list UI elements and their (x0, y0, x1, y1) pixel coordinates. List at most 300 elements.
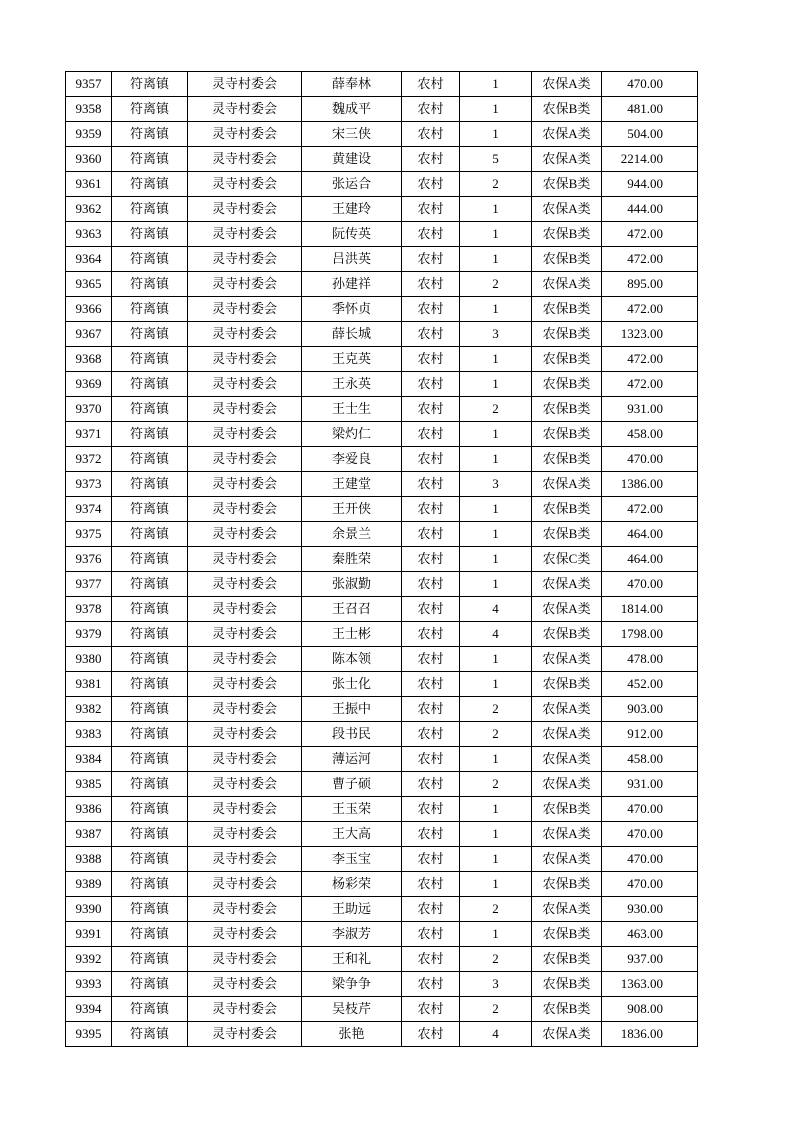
cell-id: 9382 (66, 697, 112, 722)
cell-insurance: 农保A类 (532, 847, 602, 872)
cell-insurance: 农保A类 (532, 772, 602, 797)
cell-type: 农村 (402, 97, 460, 122)
table-row (66, 997, 698, 1022)
cell-insurance: 农保B类 (532, 972, 602, 997)
cell-type: 农村 (402, 222, 460, 247)
cell-amount: 1798.00 (602, 622, 698, 647)
cell-amount: 1323.00 (602, 322, 698, 347)
table-row (66, 597, 698, 622)
cell-town: 符离镇 (112, 697, 188, 722)
cell-type: 农村 (402, 997, 460, 1022)
cell-count: 1 (460, 572, 532, 597)
cell-amount: 463.00 (602, 922, 698, 947)
cell-village: 灵寺村委会 (188, 747, 302, 772)
cell-insurance: 农保B类 (532, 447, 602, 472)
cell-count: 2 (460, 172, 532, 197)
table-row (66, 622, 698, 647)
cell-type: 农村 (402, 897, 460, 922)
cell-type: 农村 (402, 172, 460, 197)
cell-count: 1 (460, 372, 532, 397)
table-row (66, 572, 698, 597)
cell-insurance: 农保B类 (532, 247, 602, 272)
cell-town: 符离镇 (112, 172, 188, 197)
cell-id: 9362 (66, 197, 112, 222)
cell-count: 1 (460, 122, 532, 147)
cell-name: 张淑勤 (302, 572, 402, 597)
cell-id: 9361 (66, 172, 112, 197)
cell-type: 农村 (402, 697, 460, 722)
table-row (66, 497, 698, 522)
cell-town: 符离镇 (112, 647, 188, 672)
cell-insurance: 农保A类 (532, 597, 602, 622)
table-row (66, 697, 698, 722)
cell-village: 灵寺村委会 (188, 597, 302, 622)
table-row (66, 797, 698, 822)
cell-id: 9384 (66, 747, 112, 772)
cell-id: 9364 (66, 247, 112, 272)
cell-id: 9392 (66, 947, 112, 972)
cell-village: 灵寺村委会 (188, 522, 302, 547)
cell-insurance: 农保B类 (532, 522, 602, 547)
cell-amount: 470.00 (602, 447, 698, 472)
cell-type: 农村 (402, 572, 460, 597)
cell-town: 符离镇 (112, 622, 188, 647)
table-row (66, 972, 698, 997)
cell-village: 灵寺村委会 (188, 797, 302, 822)
table-row (66, 172, 698, 197)
cell-village: 灵寺村委会 (188, 72, 302, 97)
cell-town: 符离镇 (112, 372, 188, 397)
cell-village: 灵寺村委会 (188, 947, 302, 972)
cell-amount: 470.00 (602, 572, 698, 597)
cell-id: 9385 (66, 772, 112, 797)
cell-count: 4 (460, 1022, 532, 1047)
cell-type: 农村 (402, 772, 460, 797)
cell-name: 张士化 (302, 672, 402, 697)
cell-count: 1 (460, 247, 532, 272)
cell-type: 农村 (402, 872, 460, 897)
cell-amount: 903.00 (602, 697, 698, 722)
table-row (66, 547, 698, 572)
cell-village: 灵寺村委会 (188, 472, 302, 497)
cell-amount: 472.00 (602, 372, 698, 397)
cell-amount: 472.00 (602, 347, 698, 372)
cell-village: 灵寺村委会 (188, 547, 302, 572)
cell-town: 符离镇 (112, 922, 188, 947)
cell-town: 符离镇 (112, 447, 188, 472)
cell-village: 灵寺村委会 (188, 722, 302, 747)
cell-insurance: 农保A类 (532, 472, 602, 497)
table-row (66, 247, 698, 272)
cell-type: 农村 (402, 547, 460, 572)
cell-type: 农村 (402, 422, 460, 447)
cell-town: 符离镇 (112, 972, 188, 997)
cell-town: 符离镇 (112, 197, 188, 222)
cell-type: 农村 (402, 972, 460, 997)
cell-name: 余景兰 (302, 522, 402, 547)
cell-name: 薄运河 (302, 747, 402, 772)
cell-name: 秦胜荣 (302, 547, 402, 572)
table-row (66, 347, 698, 372)
cell-town: 符离镇 (112, 797, 188, 822)
cell-amount: 452.00 (602, 672, 698, 697)
cell-id: 9381 (66, 672, 112, 697)
cell-name: 吴枝芹 (302, 997, 402, 1022)
cell-id: 9359 (66, 122, 112, 147)
cell-id: 9358 (66, 97, 112, 122)
cell-type: 农村 (402, 397, 460, 422)
cell-type: 农村 (402, 322, 460, 347)
cell-insurance: 农保A类 (532, 697, 602, 722)
table-row (66, 897, 698, 922)
cell-village: 灵寺村委会 (188, 347, 302, 372)
cell-town: 符离镇 (112, 822, 188, 847)
cell-id: 9374 (66, 497, 112, 522)
table-row (66, 122, 698, 147)
cell-count: 4 (460, 622, 532, 647)
cell-type: 农村 (402, 297, 460, 322)
cell-town: 符离镇 (112, 297, 188, 322)
cell-type: 农村 (402, 722, 460, 747)
cell-amount: 895.00 (602, 272, 698, 297)
cell-type: 农村 (402, 672, 460, 697)
cell-village: 灵寺村委会 (188, 872, 302, 897)
cell-id: 9391 (66, 922, 112, 947)
cell-insurance: 农保B类 (532, 672, 602, 697)
cell-amount: 470.00 (602, 822, 698, 847)
cell-amount: 464.00 (602, 522, 698, 547)
cell-type: 农村 (402, 122, 460, 147)
cell-town: 符离镇 (112, 97, 188, 122)
cell-amount: 908.00 (602, 997, 698, 1022)
table-row (66, 472, 698, 497)
cell-town: 符离镇 (112, 347, 188, 372)
cell-village: 灵寺村委会 (188, 822, 302, 847)
cell-id: 9375 (66, 522, 112, 547)
cell-count: 5 (460, 147, 532, 172)
cell-id: 9394 (66, 997, 112, 1022)
cell-amount: 1814.00 (602, 597, 698, 622)
cell-count: 3 (460, 322, 532, 347)
cell-count: 1 (460, 422, 532, 447)
cell-town: 符离镇 (112, 572, 188, 597)
cell-count: 2 (460, 772, 532, 797)
cell-count: 2 (460, 997, 532, 1022)
cell-village: 灵寺村委会 (188, 172, 302, 197)
cell-insurance: 农保B类 (532, 97, 602, 122)
cell-type: 农村 (402, 922, 460, 947)
cell-insurance: 农保B类 (532, 372, 602, 397)
table-row (66, 522, 698, 547)
cell-name: 李爱良 (302, 447, 402, 472)
cell-amount: 458.00 (602, 747, 698, 772)
cell-amount: 504.00 (602, 122, 698, 147)
table-row (66, 672, 698, 697)
cell-count: 1 (460, 847, 532, 872)
cell-village: 灵寺村委会 (188, 397, 302, 422)
table-row (66, 222, 698, 247)
cell-town: 符离镇 (112, 547, 188, 572)
cell-name: 王士生 (302, 397, 402, 422)
cell-id: 9390 (66, 897, 112, 922)
cell-name: 黄建设 (302, 147, 402, 172)
cell-village: 灵寺村委会 (188, 297, 302, 322)
cell-name: 梁争争 (302, 972, 402, 997)
table-row (66, 197, 698, 222)
cell-id: 9383 (66, 722, 112, 747)
cell-name: 薛长城 (302, 322, 402, 347)
cell-village: 灵寺村委会 (188, 97, 302, 122)
cell-id: 9367 (66, 322, 112, 347)
cell-name: 杨彩荣 (302, 872, 402, 897)
cell-id: 9368 (66, 347, 112, 372)
cell-count: 1 (460, 222, 532, 247)
cell-town: 符离镇 (112, 722, 188, 747)
cell-type: 农村 (402, 822, 460, 847)
cell-amount: 1386.00 (602, 472, 698, 497)
cell-count: 1 (460, 747, 532, 772)
cell-id: 9360 (66, 147, 112, 172)
cell-id: 9357 (66, 72, 112, 97)
cell-amount: 930.00 (602, 897, 698, 922)
cell-amount: 472.00 (602, 247, 698, 272)
cell-village: 灵寺村委会 (188, 972, 302, 997)
cell-name: 王助远 (302, 897, 402, 922)
cell-town: 符离镇 (112, 397, 188, 422)
cell-insurance: 农保B类 (532, 322, 602, 347)
payment-table-body (66, 72, 698, 1047)
cell-type: 农村 (402, 1022, 460, 1047)
cell-insurance: 农保B类 (532, 397, 602, 422)
cell-id: 9370 (66, 397, 112, 422)
cell-village: 灵寺村委会 (188, 697, 302, 722)
cell-type: 农村 (402, 272, 460, 297)
cell-name: 王大高 (302, 822, 402, 847)
table-row (66, 147, 698, 172)
cell-name: 张艳 (302, 1022, 402, 1047)
cell-name: 薛奉林 (302, 72, 402, 97)
cell-amount: 470.00 (602, 847, 698, 872)
cell-name: 王振中 (302, 697, 402, 722)
table-row (66, 647, 698, 672)
cell-count: 1 (460, 97, 532, 122)
cell-village: 灵寺村委会 (188, 272, 302, 297)
table-row (66, 822, 698, 847)
cell-type: 农村 (402, 622, 460, 647)
cell-name: 李淑芳 (302, 922, 402, 947)
cell-count: 1 (460, 647, 532, 672)
cell-id: 9371 (66, 422, 112, 447)
table-row (66, 72, 698, 97)
table-row (66, 772, 698, 797)
cell-id: 9363 (66, 222, 112, 247)
cell-amount: 470.00 (602, 872, 698, 897)
cell-insurance: 农保B类 (532, 947, 602, 972)
cell-amount: 458.00 (602, 422, 698, 447)
cell-village: 灵寺村委会 (188, 997, 302, 1022)
cell-id: 9388 (66, 847, 112, 872)
cell-id: 9365 (66, 272, 112, 297)
cell-count: 1 (460, 672, 532, 697)
cell-insurance: 农保A类 (532, 272, 602, 297)
cell-type: 农村 (402, 497, 460, 522)
cell-count: 1 (460, 797, 532, 822)
cell-count: 1 (460, 822, 532, 847)
cell-count: 1 (460, 547, 532, 572)
cell-town: 符离镇 (112, 522, 188, 547)
table-row (66, 872, 698, 897)
cell-amount: 472.00 (602, 297, 698, 322)
cell-amount: 444.00 (602, 197, 698, 222)
cell-town: 符离镇 (112, 222, 188, 247)
cell-count: 2 (460, 697, 532, 722)
cell-type: 农村 (402, 522, 460, 547)
cell-amount: 931.00 (602, 397, 698, 422)
cell-name: 陈本领 (302, 647, 402, 672)
cell-village: 灵寺村委会 (188, 772, 302, 797)
cell-town: 符离镇 (112, 597, 188, 622)
cell-count: 3 (460, 972, 532, 997)
cell-count: 1 (460, 72, 532, 97)
cell-village: 灵寺村委会 (188, 647, 302, 672)
cell-count: 1 (460, 347, 532, 372)
cell-type: 农村 (402, 347, 460, 372)
table-row (66, 947, 698, 972)
cell-name: 李玉宝 (302, 847, 402, 872)
cell-count: 2 (460, 947, 532, 972)
cell-town: 符离镇 (112, 422, 188, 447)
cell-town: 符离镇 (112, 122, 188, 147)
cell-type: 农村 (402, 797, 460, 822)
cell-name: 王建堂 (302, 472, 402, 497)
cell-id: 9366 (66, 297, 112, 322)
cell-id: 9372 (66, 447, 112, 472)
cell-insurance: 农保A类 (532, 572, 602, 597)
cell-name: 王开侠 (302, 497, 402, 522)
cell-name: 段书民 (302, 722, 402, 747)
cell-name: 王永英 (302, 372, 402, 397)
cell-name: 宋三侠 (302, 122, 402, 147)
table-row (66, 397, 698, 422)
cell-town: 符离镇 (112, 497, 188, 522)
cell-town: 符离镇 (112, 272, 188, 297)
cell-insurance: 农保A类 (532, 747, 602, 772)
cell-insurance: 农保B类 (532, 997, 602, 1022)
cell-id: 9373 (66, 472, 112, 497)
cell-amount: 1363.00 (602, 972, 698, 997)
cell-insurance: 农保B类 (532, 347, 602, 372)
cell-id: 9376 (66, 547, 112, 572)
cell-id: 9378 (66, 597, 112, 622)
cell-name: 曹子硕 (302, 772, 402, 797)
cell-type: 农村 (402, 197, 460, 222)
cell-village: 灵寺村委会 (188, 672, 302, 697)
cell-amount: 478.00 (602, 647, 698, 672)
cell-town: 符离镇 (112, 897, 188, 922)
cell-insurance: 农保B类 (532, 172, 602, 197)
cell-town: 符离镇 (112, 322, 188, 347)
cell-village: 灵寺村委会 (188, 322, 302, 347)
cell-name: 吕洪英 (302, 247, 402, 272)
cell-insurance: 农保A类 (532, 897, 602, 922)
cell-insurance: 农保B类 (532, 622, 602, 647)
cell-amount: 2214.00 (602, 147, 698, 172)
cell-town: 符离镇 (112, 847, 188, 872)
table-row (66, 847, 698, 872)
cell-insurance: 农保A类 (532, 822, 602, 847)
cell-id: 9389 (66, 872, 112, 897)
cell-id: 9395 (66, 1022, 112, 1047)
cell-amount: 472.00 (602, 497, 698, 522)
cell-count: 3 (460, 472, 532, 497)
table-row (66, 372, 698, 397)
cell-amount: 470.00 (602, 72, 698, 97)
cell-insurance: 农保B类 (532, 497, 602, 522)
cell-count: 1 (460, 497, 532, 522)
cell-count: 2 (460, 397, 532, 422)
cell-amount: 937.00 (602, 947, 698, 972)
cell-insurance: 农保A类 (532, 197, 602, 222)
cell-type: 农村 (402, 597, 460, 622)
cell-count: 1 (460, 522, 532, 547)
cell-insurance: 农保A类 (532, 1022, 602, 1047)
cell-amount: 470.00 (602, 797, 698, 822)
cell-insurance: 农保B类 (532, 872, 602, 897)
table-row (66, 747, 698, 772)
cell-count: 1 (460, 872, 532, 897)
cell-name: 孙建祥 (302, 272, 402, 297)
cell-count: 1 (460, 297, 532, 322)
cell-amount: 912.00 (602, 722, 698, 747)
cell-name: 阮传英 (302, 222, 402, 247)
cell-village: 灵寺村委会 (188, 897, 302, 922)
cell-id: 9393 (66, 972, 112, 997)
cell-insurance: 农保B类 (532, 922, 602, 947)
cell-town: 符离镇 (112, 72, 188, 97)
cell-insurance: 农保B类 (532, 297, 602, 322)
cell-count: 1 (460, 922, 532, 947)
cell-insurance: 农保A类 (532, 122, 602, 147)
cell-insurance: 农保B类 (532, 797, 602, 822)
cell-name: 王士彬 (302, 622, 402, 647)
cell-insurance: 农保C类 (532, 547, 602, 572)
cell-count: 2 (460, 272, 532, 297)
cell-amount: 931.00 (602, 772, 698, 797)
table-row (66, 447, 698, 472)
cell-name: 王和礼 (302, 947, 402, 972)
cell-village: 灵寺村委会 (188, 222, 302, 247)
cell-count: 1 (460, 197, 532, 222)
cell-amount: 1836.00 (602, 1022, 698, 1047)
table-row (66, 1022, 698, 1047)
cell-type: 农村 (402, 447, 460, 472)
cell-amount: 944.00 (602, 172, 698, 197)
table-row (66, 922, 698, 947)
cell-insurance: 农保B类 (532, 422, 602, 447)
cell-village: 灵寺村委会 (188, 497, 302, 522)
cell-count: 1 (460, 447, 532, 472)
cell-count: 2 (460, 897, 532, 922)
cell-insurance: 农保A类 (532, 72, 602, 97)
cell-id: 9380 (66, 647, 112, 672)
table-row (66, 722, 698, 747)
cell-town: 符离镇 (112, 997, 188, 1022)
cell-town: 符离镇 (112, 947, 188, 972)
cell-village: 灵寺村委会 (188, 1022, 302, 1047)
cell-village: 灵寺村委会 (188, 622, 302, 647)
cell-town: 符离镇 (112, 247, 188, 272)
cell-village: 灵寺村委会 (188, 847, 302, 872)
